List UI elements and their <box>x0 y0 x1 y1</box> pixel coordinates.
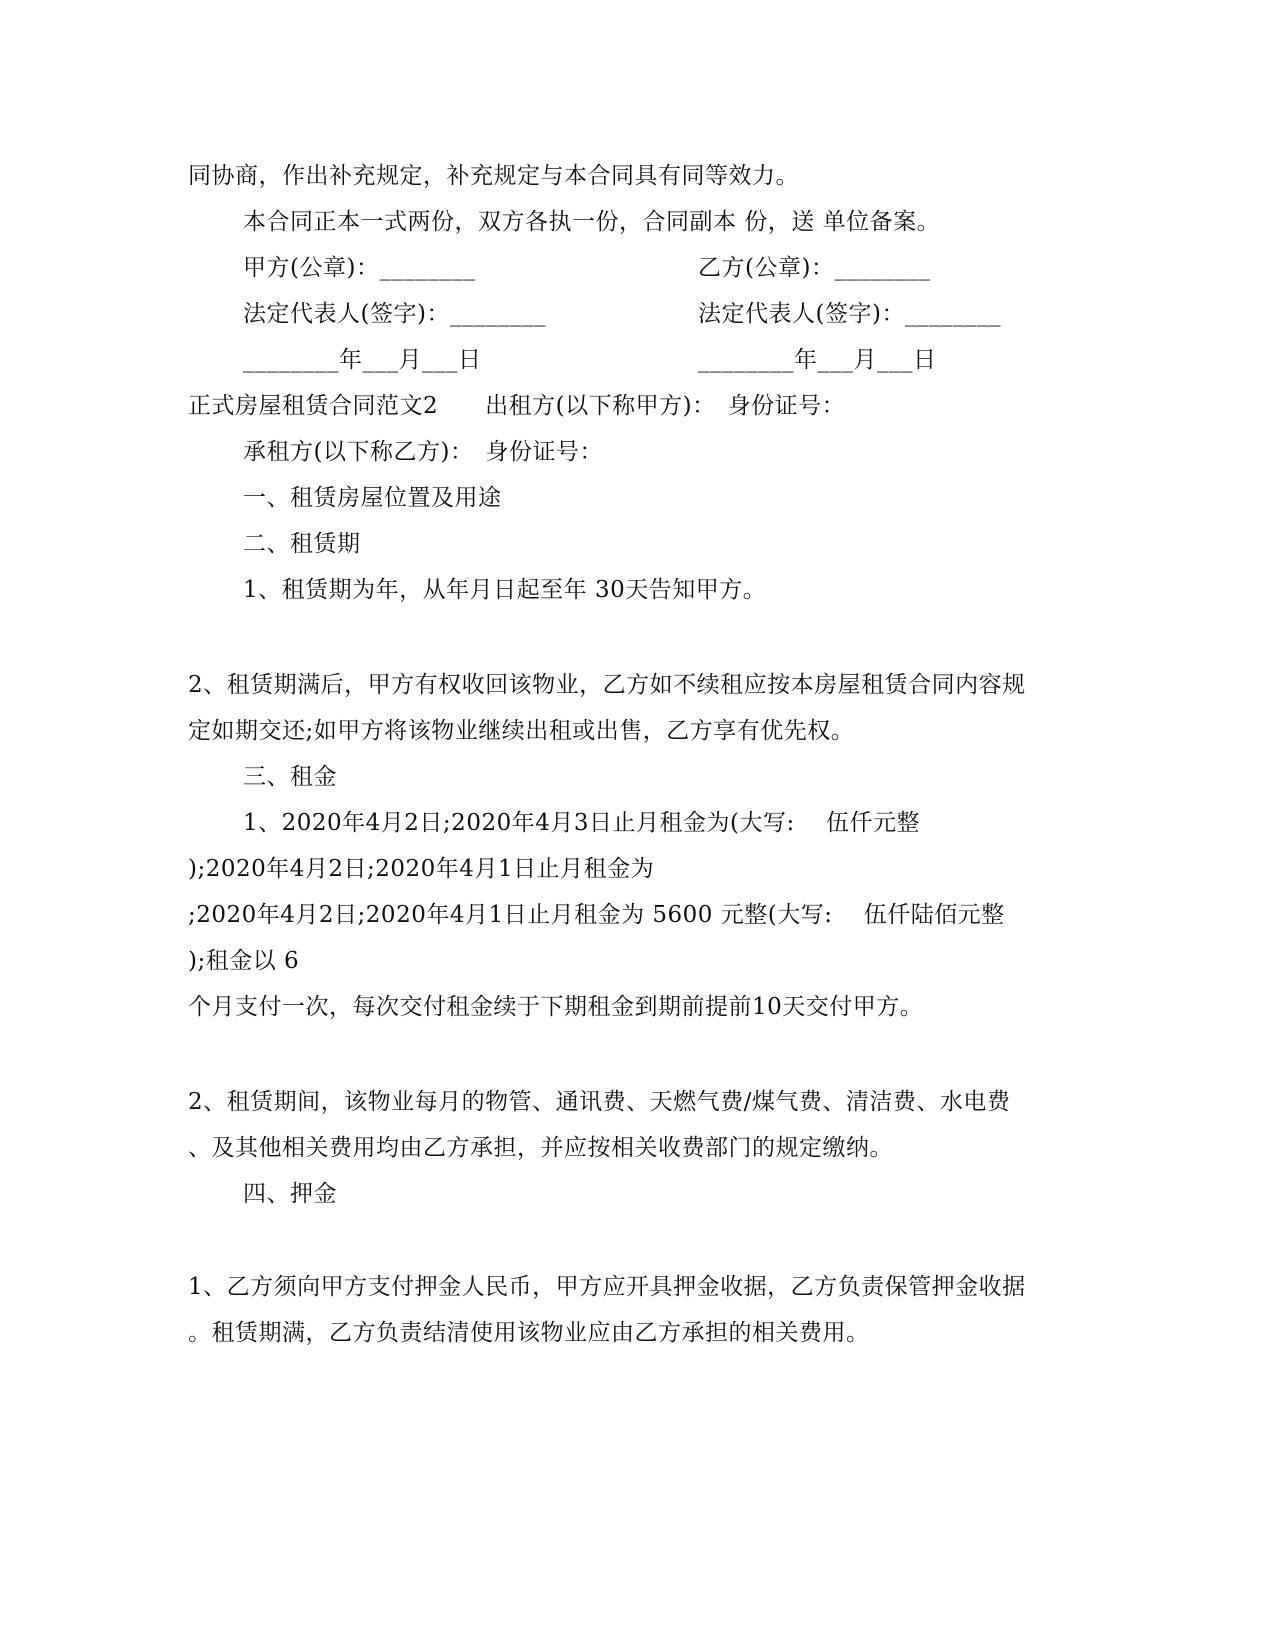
paragraph-line: 1、租赁期为年，从年月日起至年 30天告知甲方。 <box>243 577 767 603</box>
paragraph-line: ;2020年4月2日;2020年4月1日止月租金为 5600 元整(大写: 伍仟陆佰元整 <box>188 902 1005 928</box>
section-heading: 三、租金 <box>243 764 337 790</box>
paragraph-line: 本合同正本一式两份，双方各执一份，合同副本 份，送 单位备案。 <box>243 209 941 235</box>
paragraph-line: 承租方(以下称乙方)： 身份证号： <box>243 439 603 465</box>
party-b-representative: 法定代表人(签字)：________ <box>698 301 1001 327</box>
party-a-seal: 甲方(公章)：________ <box>243 255 476 281</box>
paragraph-line: 定如期交还;如甲方将该物业继续出租或出售，乙方享有优先权。 <box>188 718 855 744</box>
paragraph-line: 个月支付一次，每次交付租金续于下期租金到期前提前10天交付甲方。 <box>188 994 924 1020</box>
paragraph-line: );租金以 6 <box>188 948 300 974</box>
paragraph-line: 。租赁期满，乙方负责结清使用该物业应由乙方承担的相关费用。 <box>188 1320 870 1346</box>
paragraph-line: 、及其他相关费用均由乙方承担，并应按相关收费部门的规定缴纳。 <box>188 1135 893 1161</box>
paragraph-line: 2、租赁期满后，甲方有权收回该物业，乙方如不续租应按本房屋租赁合同内容规 <box>188 672 1026 698</box>
paragraph-line: );2020年4月2日;2020年4月1日止月租金为 <box>188 856 655 882</box>
paragraph-line: 1、2020年4月2日;2020年4月3日止月租金为(大写: 伍仟元整 <box>243 810 921 836</box>
paragraph-line: 2、租赁期间，该物业每月的物管、通讯费、天燃气费/煤气费、清洁费、水电费 <box>188 1089 1011 1115</box>
party-b-date: ________年___月___日 <box>698 347 937 373</box>
contract-heading-line: 正式房屋租赁合同范文2 出租方(以下称甲方)： 身份证号： <box>188 393 846 419</box>
paragraph-line: 同协商，作出补充规定，补充规定与本合同具有同等效力。 <box>188 163 799 189</box>
party-b-seal: 乙方(公章)：________ <box>698 255 931 281</box>
party-a-date: ________年___月___日 <box>243 347 482 373</box>
paragraph-line: 1、乙方须向甲方支付押金人民币，甲方应开具押金收据，乙方负责保管押金收据 <box>188 1274 1026 1300</box>
section-heading: 二、租赁期 <box>243 531 361 557</box>
section-heading: 一、租赁房屋位置及用途 <box>243 485 502 511</box>
section-heading: 四、押金 <box>243 1181 337 1207</box>
party-a-representative: 法定代表人(签字)：________ <box>243 301 546 327</box>
